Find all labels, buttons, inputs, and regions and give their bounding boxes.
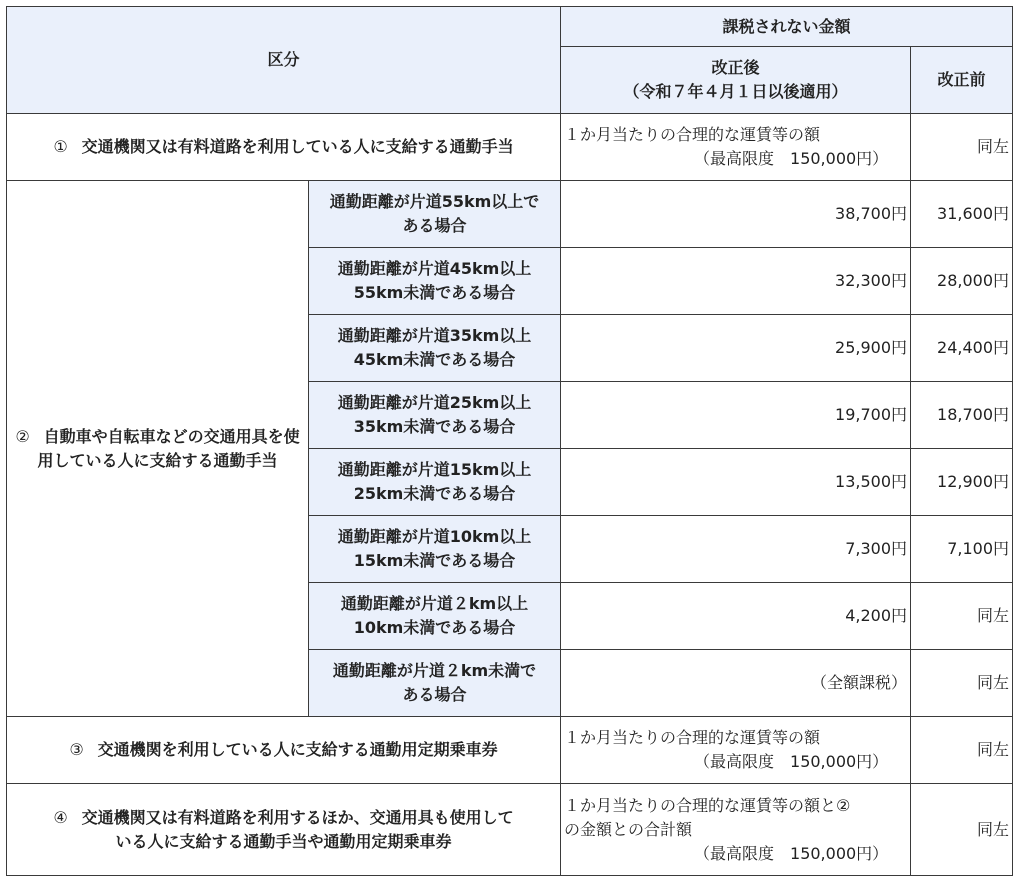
row1-label: ① 交通機関又は有料道路を利用している人に支給する通勤手当 [7, 114, 561, 181]
nontaxable-commuting-allowance-table [6, 6, 1013, 876]
row2-before-4: 12,900円 [911, 449, 1013, 516]
row4-after: １か月当たりの合理的な運賃等の額と② の金額との合計額 （最高限度 150,000円） [561, 784, 911, 876]
table-row [7, 717, 1013, 784]
row2-distance-7: 通勤距離が片道２km未満で ある場合 [309, 650, 561, 717]
row2-number: ② [15, 426, 30, 446]
row4-before: 同左 [911, 784, 1013, 876]
table-row [7, 181, 1013, 248]
header-kubun: 区分 [7, 7, 561, 114]
header-after [561, 47, 911, 114]
row2-before-7: 同左 [911, 650, 1013, 717]
row2-distance-6: 通勤距離が片道２km以上 10km未満である場合 [309, 583, 561, 650]
row3-after: １か月当たりの合理的な運賃等の額 （最高限度 150,000円） [561, 717, 911, 784]
row2-after-1: 32,300円 [561, 248, 911, 315]
row2-before-2: 24,400円 [911, 315, 1013, 382]
row2-after-2: 25,900円 [561, 315, 911, 382]
table-row [7, 114, 1013, 181]
row2-after-4: 13,500円 [561, 449, 911, 516]
header-nontaxable: 課税されない金額 [561, 7, 1013, 47]
row2-before-5: 7,100円 [911, 516, 1013, 583]
row2-distance-5: 通勤距離が片道10km以上 15km未満である場合 [309, 516, 561, 583]
row1-before: 同左 [911, 114, 1013, 181]
header-after-note: （令和７年４月１日以後適用） [623, 82, 848, 101]
row2-after-6: 4,200円 [561, 583, 911, 650]
row2-distance-1: 通勤距離が片道45km以上 55km未満である場合 [309, 248, 561, 315]
row2-before-6: 同左 [911, 583, 1013, 650]
row2-before-1: 28,000円 [911, 248, 1013, 315]
row2-after-5: 7,300円 [561, 516, 911, 583]
row2-distance-4: 通勤距離が片道15km以上 25km未満である場合 [309, 449, 561, 516]
row1-after: １か月当たりの合理的な運賃等の額 （最高限度 150,000円） [561, 114, 911, 181]
row1-number: ① [53, 137, 68, 156]
row2-distance-3: 通勤距離が片道25km以上 35km未満である場合 [309, 382, 561, 449]
row3-before: 同左 [911, 717, 1013, 784]
header-after-title: 改正後 [711, 58, 760, 77]
table-row [7, 784, 1013, 876]
row2-after-0: 38,700円 [561, 181, 911, 248]
row2-label: ② 自動車や自転車などの交通用具を使用している人に支給する通勤手当 [7, 181, 309, 717]
row4-number: ④ [53, 807, 68, 827]
row2-after-7: （全額課税） [561, 650, 911, 717]
row3-label: ③ 交通機関を利用している人に支給する通勤用定期乗車券 [7, 717, 561, 784]
row3-number: ③ [69, 740, 84, 759]
row2-distance-0: 通勤距離が片道55km以上で ある場合 [309, 181, 561, 248]
row2-before-0: 31,600円 [911, 181, 1013, 248]
row2-after-3: 19,700円 [561, 382, 911, 449]
header-before: 改正前 [911, 47, 1013, 114]
row2-before-3: 18,700円 [911, 382, 1013, 449]
row4-label: ④ 交通機関又は有料道路を利用するほか、交通用具も使用して いる人に支給する通勤手当や通勤用定期乗車券 [7, 784, 561, 876]
row2-distance-2: 通勤距離が片道35km以上 45km未満である場合 [309, 315, 561, 382]
